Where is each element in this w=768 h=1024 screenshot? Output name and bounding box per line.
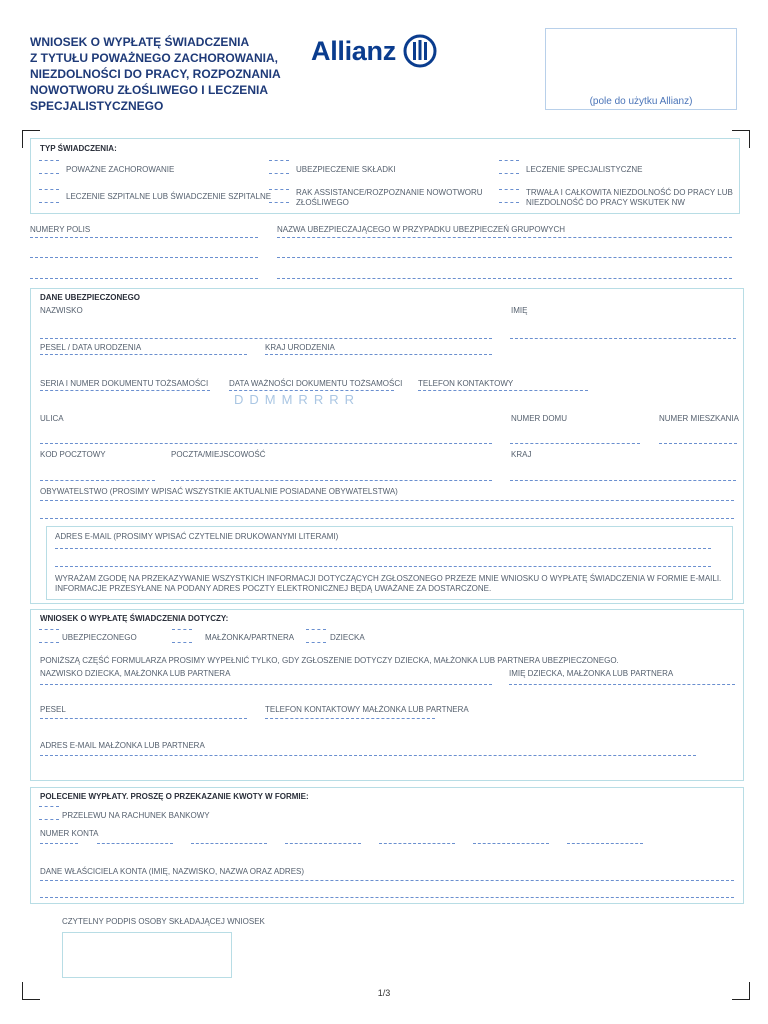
label-relative-first-name: IMIĘ DZIECKA, MAŁŻONKA LUB PARTNERA [509, 669, 674, 678]
account-owner-field[interactable] [40, 897, 734, 898]
id-document-field[interactable] [40, 390, 210, 391]
allianz-use-label: (pole do użytku Allianz) [589, 96, 693, 107]
citizenship-field[interactable] [40, 500, 734, 501]
account-digit-group[interactable] [40, 843, 78, 844]
account-digit-group[interactable] [379, 843, 455, 844]
label-cancer-assistance: RAK ASSISTANCE/ROZPOZNANIE NOWOTWORU ZŁOŚLIWEGO [296, 188, 483, 207]
checkbox-hospital-treatment[interactable] [39, 189, 59, 203]
label-relative-email: ADRES E-MAIL MAŁŻONKA LUB PARTNERA [40, 741, 205, 750]
checkbox-cancer-assistance[interactable] [269, 189, 289, 203]
label-birth-country: KRAJ URODZENIA [265, 343, 335, 352]
group-insurer-field[interactable] [277, 237, 732, 238]
label-premium-insurance: UBEZPIECZENIE SKŁADKI [296, 165, 396, 174]
label-relative-phone: TELEFON KONTAKTOWY MAŁŻONKA LUB PARTNERA [265, 705, 469, 714]
relative-email-field[interactable] [40, 755, 696, 756]
allianz-logo [311, 34, 437, 68]
pesel-field[interactable] [40, 354, 247, 355]
checkbox-bank-transfer[interactable] [39, 806, 59, 820]
label-permanent-disability: TRWAŁA I CAŁKOWITA NIEZDOLNOŚĆ DO PRACY LUB NIEZDOLNOŚĆ DO PRACY WSKUTEK NW [526, 188, 733, 207]
label-pesel: PESEL / DATA URODZENIA [40, 343, 142, 352]
account-digit-group[interactable] [473, 843, 549, 844]
surname-field[interactable] [40, 338, 492, 339]
citizenship-field[interactable] [40, 518, 734, 519]
checkbox-child[interactable] [306, 629, 326, 643]
logo-wordmark: Allianz [311, 35, 396, 66]
account-digit-group[interactable] [567, 843, 643, 844]
label-citizenship: OBYWATELSTWO (PROSIMY WPISAĆ WSZYSTKIE AKTUALNIE POSIADANE OBYWATELSTWA) [40, 487, 398, 496]
id-validity-field[interactable] [229, 390, 394, 391]
policy-number-field[interactable] [30, 278, 258, 279]
label-first-name: IMIĘ [511, 306, 528, 315]
email-field[interactable] [55, 548, 711, 549]
relative-pesel-field[interactable] [40, 718, 247, 719]
date-placeholder: DDMMRRRR [234, 392, 360, 407]
benefit-type-heading: TYP ŚWIADCZENIA: [40, 144, 117, 153]
claim-note: PONIŻSZĄ CZĘŚĆ FORMULARZA PROSIMY WYPEŁNIĆ TYLKO, GDY ZGŁOSZENIE DOTYCZY DZIECKA, MAŁŻONKA LUB PARTNERA UBEZPIECZONEGO. [40, 656, 619, 665]
label-policy-numbers: NUMERY POLIS [30, 225, 91, 234]
city-field[interactable] [171, 480, 492, 481]
label-relative-surname: NAZWISKO DZIECKA, MAŁŻONKA LUB PARTNERA [40, 669, 231, 678]
label-house-number: NUMER DOMU [511, 414, 567, 423]
label-street: ULICA [40, 414, 64, 423]
relative-surname-field[interactable] [40, 684, 492, 685]
label-serious-illness: POWAŻNE ZACHOROWANIE [66, 165, 175, 174]
group-insurer-field[interactable] [277, 257, 732, 258]
label-signature: CZYTELNY PODPIS OSOBY SKŁADAJĄCEJ WNIOSEK [62, 917, 265, 926]
label-child: DZIECKA [330, 633, 365, 642]
account-digit-group[interactable] [97, 843, 173, 844]
label-account-owner: DANE WŁAŚCICIELA KONTA (IMIĘ, NAZWISKO, NAZWA ORAZ ADRES) [40, 867, 305, 876]
label-hospital-treatment: LECZENIE SZPITALNE LUB ŚWIADCZENIE SZPITALNE [66, 192, 272, 201]
claim-subject-heading: WNIOSEK O WYPŁATĘ ŚWIADCZENIA DOTYCZY: [40, 614, 229, 623]
label-account-number: NUMER KONTA [40, 829, 99, 838]
postal-code-field[interactable] [40, 480, 155, 481]
label-flat-number: NUMER MIESZKANIA [659, 414, 740, 423]
label-insured: UBEZPIECZONEGO [62, 633, 137, 642]
account-owner-field[interactable] [40, 880, 734, 881]
form-title: WNIOSEK O WYPŁATĘ ŚWIADCZENIA Z TYTUŁU POWAŻNEGO ZACHOROWANIA, NIEZDOLNOŚCI DO PRACY, ROZPOZNANIA NOWOTWORU ZŁOŚLIWEGO I LECZENIA SPECJALISTYCZNEGO [30, 35, 281, 113]
label-spouse: MAŁŻONKA/PARTNERA [205, 633, 295, 642]
account-digit-group[interactable] [285, 843, 361, 844]
policy-number-field[interactable] [30, 237, 258, 238]
group-insurer-field[interactable] [277, 278, 732, 279]
checkbox-permanent-disability[interactable] [499, 189, 519, 203]
label-bank-transfer: PRZELEWU NA RACHUNEK BANKOWY [62, 811, 210, 820]
account-digit-group[interactable] [191, 843, 267, 844]
country-field[interactable] [510, 480, 736, 481]
label-city: POCZTA/MIEJSCOWOŚĆ [171, 450, 266, 459]
street-field[interactable] [40, 443, 492, 444]
label-id-validity: DATA WAŻNOŚCI DOKUMENTU TOŻSAMOŚCI [229, 379, 403, 388]
allianz-eagle-icon [403, 34, 437, 68]
checkbox-serious-illness[interactable] [39, 160, 59, 174]
label-email: ADRES E-MAIL (PROSIMY WPISAĆ CZYTELNIE DRUKOWANYMI LITERAMI) [55, 532, 339, 541]
flat-number-field[interactable] [659, 443, 737, 444]
checkbox-specialist-treatment[interactable] [499, 160, 519, 174]
policy-number-field[interactable] [30, 257, 258, 258]
insured-data-heading: DANE UBEZPIECZONEGO [40, 293, 141, 302]
label-group-insurer: NAZWA UBEZPIECZAJĄCEGO W PRZYPADKU UBEZPIECZEŃ GRUPOWYCH [277, 225, 566, 234]
label-phone: TELEFON KONTAKTOWY [418, 379, 514, 388]
allianz-use-box [545, 28, 737, 110]
phone-field[interactable] [418, 390, 588, 391]
email-field[interactable] [55, 566, 711, 567]
signature-box[interactable] [62, 932, 232, 978]
email-consent-text: WYRAŻAM ZGODĘ NA PRZEKAZYWANIE WSZYSTKICH INFORMACJI DOTYCZĄCYCH ZGŁOSZONEGO PRZEZE MNIE WNIOSKU O WYPŁATĘ ŚWIADCZENIA W FORMIE E-MAILI. INFORMACJE PRZESYŁANE NA PODANY ADRES POCZTY ELEKTRONICZNEJ BĘDĄ UWAŻANE ZA DOSTARCZONE. [55, 574, 722, 593]
payment-section [30, 787, 744, 904]
first-name-field[interactable] [510, 338, 736, 339]
payment-heading: POLECENIE WYPŁATY. PROSZĘ O PRZEKAZANIE KWOTY W FORMIE: [40, 792, 309, 801]
checkbox-spouse[interactable] [172, 629, 192, 643]
checkbox-insured[interactable] [39, 629, 59, 643]
relative-first-name-field[interactable] [509, 684, 735, 685]
checkbox-premium-insurance[interactable] [269, 160, 289, 174]
label-postal-code: KOD POCZTOWY [40, 450, 106, 459]
label-specialist-treatment: LECZENIE SPECJALISTYCZNE [526, 165, 643, 174]
label-country: KRAJ [511, 450, 532, 459]
label-surname: NAZWISKO [40, 306, 83, 315]
birth-country-field[interactable] [265, 354, 492, 355]
relative-phone-field[interactable] [265, 718, 435, 719]
page-number: 1/3 [377, 988, 391, 998]
house-number-field[interactable] [510, 443, 640, 444]
label-relative-pesel: PESEL [40, 705, 66, 714]
label-id-document: SERIA I NUMER DOKUMENTU TOŻSAMOŚCI [40, 379, 209, 388]
